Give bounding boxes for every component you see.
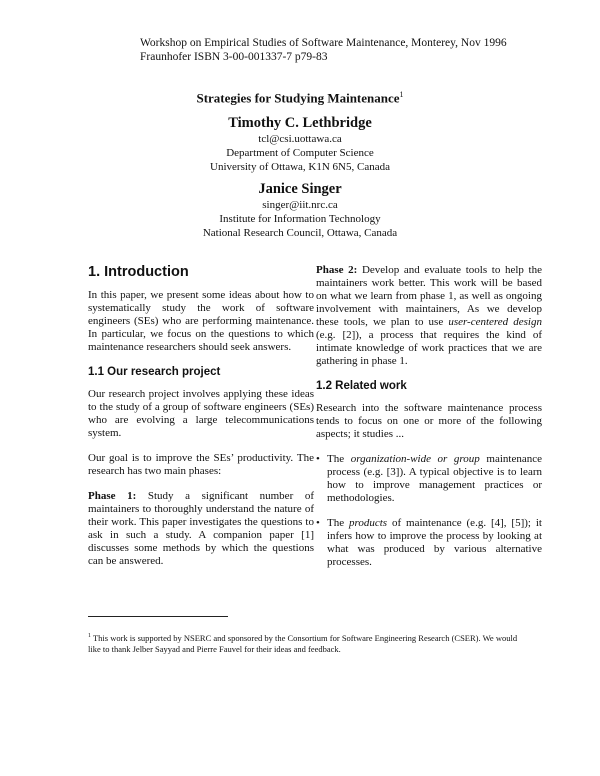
running-header	[140, 36, 507, 64]
header-line-2: Fraunhofer ISBN 3-00-001337-7 p79-83	[140, 51, 328, 63]
bullet-1-text-a: The	[327, 453, 351, 465]
section-heading-research-project: 1.1 Our research project	[88, 366, 221, 378]
author-institution: National Research Council, Ottawa, Canada	[202, 227, 398, 239]
phase-2-text-b: (e.g. [2]), a process that requires the kind of intimate knowledge of work practices that we are gathering in phase 1.	[316, 329, 542, 367]
footnote	[88, 631, 518, 655]
right-column	[316, 264, 542, 581]
phase-2-paragraph	[316, 264, 542, 368]
author-email: singer@iit.nrc.ca	[262, 199, 338, 211]
phase-2-italic: user-centered design	[448, 316, 542, 328]
author-block-1	[0, 114, 600, 174]
phase-1-label: Phase 1:	[88, 490, 137, 502]
list-item	[316, 453, 542, 505]
author-email: tcl@csi.uottawa.ca	[258, 133, 342, 145]
bullet-1-italic: organization-wide or group	[350, 453, 480, 465]
left-column	[88, 266, 314, 580]
phase-1-paragraph	[88, 490, 314, 568]
header-line-1: Workshop on Empirical Studies of Software Maintenance, Monterey, Nov 1996	[140, 37, 507, 49]
author-department: Institute for Information Technology	[219, 213, 381, 225]
phase-2-text-a: Develop and evaluate tools to help the maintainers work better. This work will be based on what we learn from phase 1, as well as ongoing involvement with maintainers, As we develop these tools, we plan to use	[316, 264, 542, 328]
footnote-divider	[88, 616, 228, 617]
research-paragraph-1: Our research project involves applying these ideas to the study of a group of software engineers (SEs) who are evolving a large telecommunications system.	[88, 388, 314, 439]
section-heading-introduction: 1. Introduction	[88, 264, 189, 280]
list-item	[316, 517, 542, 569]
research-paragraph-2: Our goal is to improve the SEs’ productivity. The research has two main phases:	[88, 452, 314, 477]
author-institution: University of Ottawa, K1N 6N5, Canada	[210, 161, 390, 173]
intro-paragraph: In this paper, we present some ideas about how to systematically study the work of software engineers (SEs) who are performing maintenance. In particular, we focus on the questions to which maintenance researchers should seek answers.	[88, 289, 314, 353]
author-department: Department of Computer Science	[226, 147, 374, 159]
related-paragraph: Research into the software maintenance process tends to focus on one or more of the following aspects; it studies ...	[316, 402, 542, 440]
footnote-mark: 1	[88, 633, 91, 639]
footnote-text: This work is supported by NSERC and sponsored by the Consortium for Software Engineering Research (CSER). We would like to thank Jelber Sayyad and Pierre Fauvel for their ideas and feedback.	[88, 632, 518, 654]
author-name: Janice Singer	[258, 181, 342, 197]
phase-2-label: Phase 2:	[316, 264, 358, 276]
bullet-2-text-a: The	[327, 517, 349, 529]
title-footnote-mark: 1	[399, 90, 404, 99]
author-name: Timothy C. Lethbridge	[228, 115, 372, 131]
bullet-2-text-b: of maintenance (e.g. [4], [5]); it infers how to improve the process by looking at what was produced by various alternative processes.	[327, 517, 542, 568]
author-block-2	[0, 180, 600, 240]
paper-title-text: Strategies for Studying Maintenance	[196, 90, 400, 106]
bullet-1-text-b: maintenance process (e.g. [3]). A typical objective is to learn how to improve management practices or methodologies.	[327, 453, 542, 504]
section-heading-related-work: 1.2 Related work	[316, 380, 407, 392]
aspect-list	[316, 453, 542, 569]
phase-1-text: Study a significant number of maintainers to thoroughly understand the nature of their work. This paper investigates the questions to ask in such a study. A companion paper [1] discusses some methods by which the questions can be answered.	[88, 490, 314, 567]
paper-title	[0, 90, 600, 106]
bullet-2-italic: products	[349, 517, 388, 529]
